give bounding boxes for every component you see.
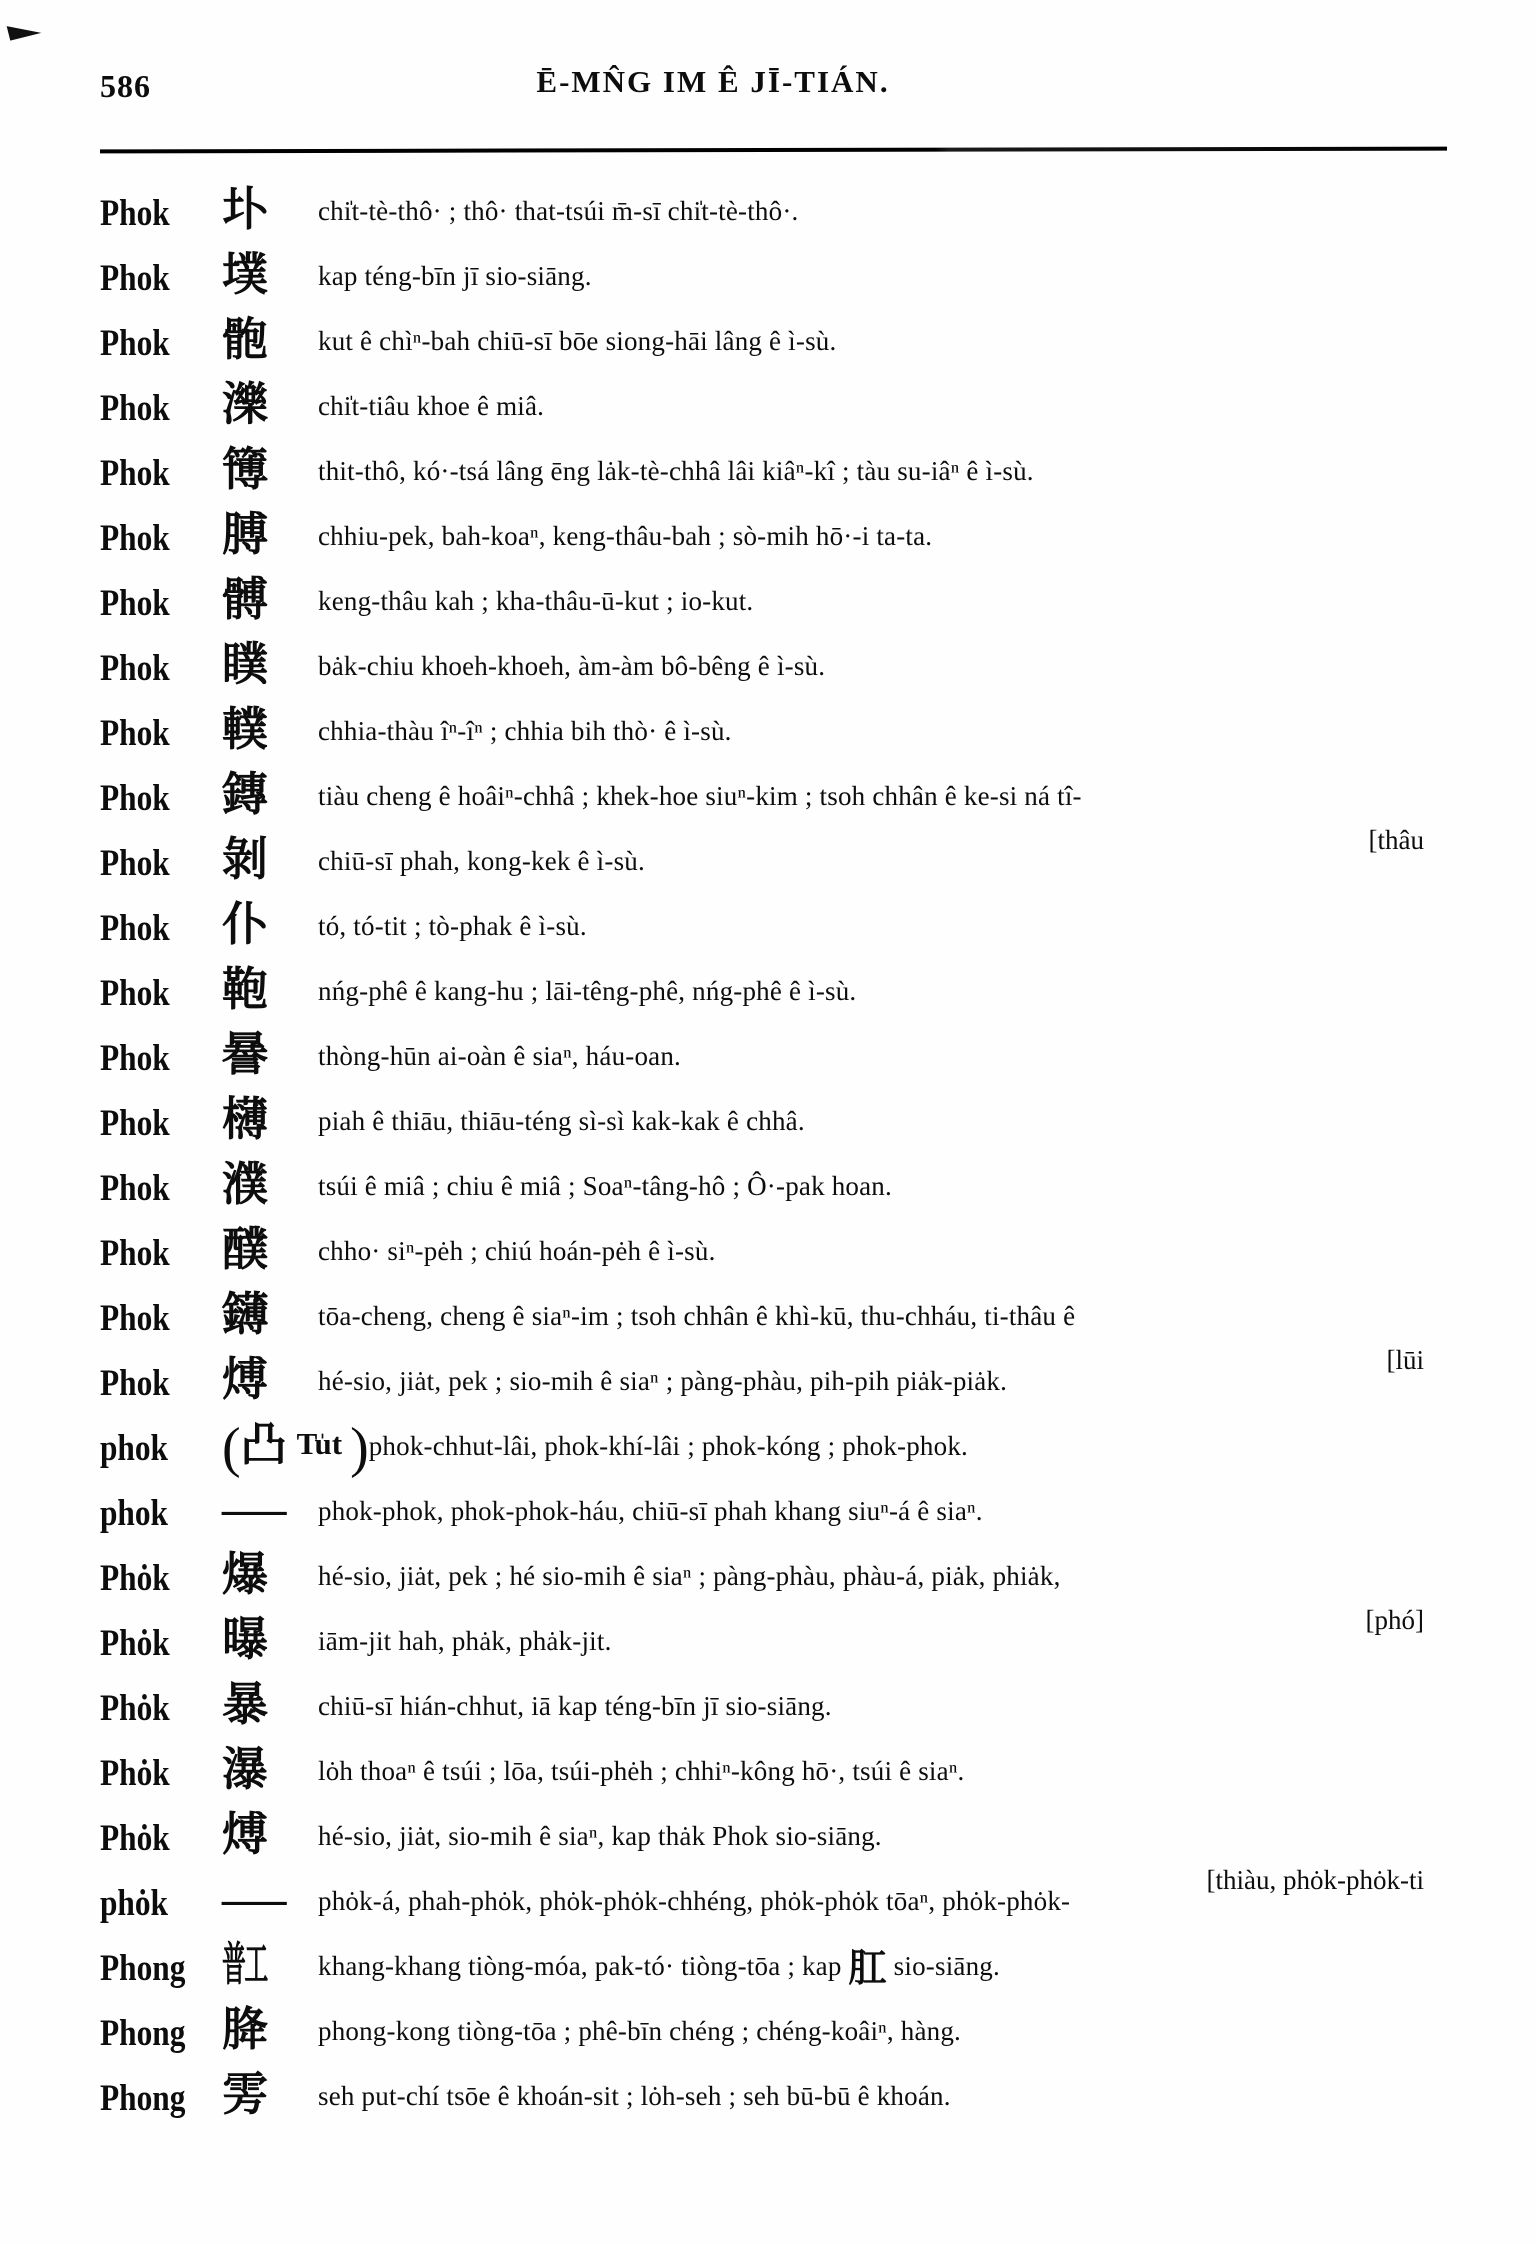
same-character-dash: — bbox=[222, 1483, 281, 1534]
continuation-line: [thâu bbox=[1368, 825, 1424, 855]
definition-text: nńg-phê ê kang-hu ; lāi-têng-phê, nńg-phê ê ì-sù. bbox=[318, 976, 857, 1006]
entry-headword: phȯk bbox=[100, 1883, 168, 1924]
entry-character bbox=[222, 769, 318, 820]
entry-character bbox=[222, 1549, 318, 1600]
entry-character bbox=[222, 1029, 318, 1080]
entry-definition bbox=[318, 318, 1486, 358]
dictionary-entry bbox=[100, 637, 1486, 708]
entry-character bbox=[222, 1809, 318, 1860]
entry-character bbox=[222, 1417, 369, 1479]
entry-definition bbox=[318, 1683, 1486, 1723]
entry-headword: Phok bbox=[100, 193, 170, 234]
same-character-dash: — bbox=[222, 1873, 281, 1924]
definition-text: hé-sio, jiȧt, sio-mih ê siaⁿ, kap thȧk Phok sio-siāng. bbox=[318, 1821, 882, 1851]
entry-character bbox=[222, 249, 318, 300]
entry-definition bbox=[318, 708, 1486, 748]
dictionary-entry bbox=[100, 702, 1486, 773]
character-glyph: 剝 bbox=[222, 832, 268, 886]
character-glyph: 凸 bbox=[240, 1417, 287, 1471]
entry-character bbox=[222, 314, 318, 365]
character-glyph: 煿 bbox=[222, 1352, 268, 1406]
definition-text: bȧk-chiu khoeh-khoeh, àm-àm bô-bêng ê ì-sù. bbox=[318, 651, 826, 681]
entry-character bbox=[222, 964, 318, 1015]
definition-text: hé-sio, jiȧt, pek ; sio-mih ê siaⁿ ; pàng-phàu, pih-pih piȧk-piȧk. bbox=[318, 1366, 1008, 1396]
definition-text: thit-thô, kó·-tsá lâng ēng lȧk-tè-chhâ lâi kiâⁿ-kî ; tàu su-iâⁿ ê ì-sù. bbox=[318, 456, 1034, 486]
entry-definition bbox=[318, 1098, 1486, 1138]
entry-character bbox=[222, 2069, 318, 2120]
definition-text: hé-sio, jiȧt, pek ; hé sio-mih ê siaⁿ ; pàng-phàu, phàu-á, piȧk, phiȧk, bbox=[318, 1561, 1061, 1591]
character-glyph: 醭 bbox=[222, 1222, 268, 1276]
dictionary-entry bbox=[100, 442, 1486, 513]
definition-text: iām-jit hah, phȧk, phȧk-jit. bbox=[318, 1626, 612, 1656]
definition-text: chi̍t-tè-thô· ; thô· that-tsúi m̄-sī chi̍t-tè-thô·. bbox=[318, 196, 799, 226]
character-glyph: 髆 bbox=[222, 572, 268, 626]
entry-definition bbox=[318, 2073, 1486, 2113]
entry-character bbox=[222, 574, 318, 625]
entry-headword: Phȯk bbox=[100, 1558, 170, 1599]
entry-headword: Phok bbox=[100, 1103, 170, 1144]
entry-definition bbox=[318, 1748, 1486, 1788]
entry-character bbox=[222, 1744, 318, 1795]
character-glyph: 骲 bbox=[222, 312, 268, 366]
entry-headword: Phong bbox=[100, 2078, 186, 2119]
definition-text: piah ê thiāu, thiāu-téng sì-sì kak-kak ê chhâ. bbox=[318, 1106, 805, 1136]
page-header bbox=[0, 0, 1536, 150]
dictionary-entry bbox=[100, 377, 1486, 448]
inline-character: 肛 bbox=[848, 1946, 887, 1990]
close-paren: ) bbox=[350, 1417, 369, 1479]
character-glyph: 瞨 bbox=[222, 637, 268, 691]
character-glyph: 雱 bbox=[222, 2067, 268, 2121]
entry-headword: Phȯk bbox=[100, 1688, 170, 1729]
definition-text: phong-kong tiòng-tōa ; phê-bīn chéng ; chéng-koâiⁿ, hàng. bbox=[318, 2016, 961, 2046]
entry-definition bbox=[369, 1423, 1486, 1463]
definition-text: phok-phok, phok-phok-háu, chiū-sī phah khang siuⁿ-á ê siaⁿ. bbox=[318, 1496, 983, 1526]
character-glyph: 普工 bbox=[222, 1937, 267, 1991]
character-glyph: 仆 bbox=[222, 897, 268, 951]
character-glyph: 墣 bbox=[222, 247, 268, 301]
romanized-note: Tu̍t bbox=[296, 1426, 343, 1461]
entry-definition bbox=[318, 968, 1486, 1008]
entry-definition bbox=[318, 1488, 1486, 1528]
definition-text: chhia-thàu îⁿ-îⁿ ; chhia bih thò· ê ì-sù. bbox=[318, 716, 732, 746]
dictionary-entry bbox=[100, 897, 1486, 968]
entry-headword: Phok bbox=[100, 908, 170, 949]
character-glyph: 膊 bbox=[222, 507, 268, 561]
definition-text: tiàu cheng ê hoâiⁿ-chhâ ; khek-hoe siuⁿ-kim ; tsoh chhân ê ke-si ná tî- bbox=[318, 781, 1082, 811]
definition-text: kut ê chìⁿ-bah chiū-sī bōe siong-hāi lâng ê ì-sù. bbox=[318, 326, 837, 356]
character-glyph: 濼 bbox=[222, 377, 268, 431]
character-glyph: 爆 bbox=[222, 1547, 268, 1601]
character-glyph: 簙 bbox=[222, 442, 268, 496]
entry-headword: Phong bbox=[100, 2013, 186, 2054]
definition-text: chiū-sī phah, kong-kek ê ì-sù. bbox=[318, 846, 645, 876]
entry-headword: Phok bbox=[100, 713, 170, 754]
entry-headword: Phok bbox=[100, 388, 170, 429]
character-glyph: 欂 bbox=[222, 1092, 268, 1146]
definition-text: chiū-sī hián-chhut, iā kap téng-bīn jī sio-siāng. bbox=[318, 1691, 832, 1721]
entry-headword: Phok bbox=[100, 1168, 170, 1209]
definition-text: seh put-chí tsōe ê khoán-sit ; lȯh-seh ; seh bū-bū ê khoán. bbox=[318, 2081, 951, 2111]
entry-character bbox=[222, 2004, 318, 2055]
dictionary-entry bbox=[100, 247, 1486, 318]
dictionary-entry bbox=[100, 1092, 1486, 1163]
entry-definition bbox=[318, 1293, 1486, 1333]
entry-headword: Phok bbox=[100, 1233, 170, 1274]
entry-headword: Phȯk bbox=[100, 1753, 170, 1794]
entry-character bbox=[222, 379, 318, 430]
continuation-line: [phó] bbox=[1365, 1605, 1424, 1635]
entry-headword: phok bbox=[100, 1428, 168, 1469]
character-glyph: 圤 bbox=[222, 182, 268, 236]
entry-headword: phok bbox=[100, 1493, 168, 1534]
entry-definition bbox=[318, 1033, 1486, 1073]
entry-headword: Phok bbox=[100, 843, 170, 884]
continuation-line: [thiàu, phȯk-phȯk-ti bbox=[1206, 1865, 1424, 1895]
dictionary-entry bbox=[100, 1417, 1486, 1488]
entry-headword: Phok bbox=[100, 1298, 170, 1339]
entry-definition bbox=[318, 773, 1486, 813]
character-glyph: 謈 bbox=[222, 1027, 268, 1081]
entry-character bbox=[222, 444, 318, 495]
dictionary-entry bbox=[100, 1483, 1486, 1553]
entry-headword: Phok bbox=[100, 1363, 170, 1404]
entry-definition bbox=[318, 1943, 1486, 1990]
entry-definition bbox=[318, 578, 1486, 618]
definition-text: sio-siāng. bbox=[886, 1951, 1000, 1981]
character-glyph: 鞄 bbox=[222, 962, 268, 1016]
definition-text: tōa-cheng, cheng ê siaⁿ-im ; tsoh chhân ê khì-kū, thu-chháu, ti-thâu ê bbox=[318, 1301, 1076, 1331]
dictionary-entry bbox=[100, 312, 1486, 383]
entry-character bbox=[222, 639, 318, 690]
entry-character bbox=[222, 1094, 318, 1145]
entry-definition bbox=[318, 1553, 1486, 1593]
entry-headword: Phok bbox=[100, 778, 170, 819]
character-glyph: 胮 bbox=[222, 2002, 268, 2056]
entry-headword: Phok bbox=[100, 453, 170, 494]
definition-text: phok-chhut-lâi, phok-khí-lâi ; phok-kóng ; phok-phok. bbox=[368, 1431, 968, 1461]
entry-character bbox=[222, 704, 318, 755]
definition-text: lȯh thoaⁿ ê tsúi ; lōa, tsúi-phėh ; chhiⁿ-kông hō·, tsúi ê siaⁿ. bbox=[318, 1756, 965, 1786]
entry-headword: Phok bbox=[100, 973, 170, 1014]
entry-definition bbox=[318, 1228, 1486, 1268]
entry-headword: Phok bbox=[100, 518, 170, 559]
entry-headword: Phok bbox=[100, 258, 170, 299]
page-number: 586 bbox=[100, 68, 151, 104]
character-glyph: 濮 bbox=[222, 1157, 268, 1211]
definition-text: tsúi ê miâ ; chiu ê miâ ; Soaⁿ-tâng-hô ; Ô·-pak hoan. bbox=[318, 1171, 892, 1201]
entry-character bbox=[222, 1289, 318, 1340]
dictionary-entry bbox=[100, 1677, 1486, 1748]
entry-character bbox=[222, 1224, 318, 1275]
dictionary-entry bbox=[100, 1027, 1486, 1098]
entry-headword: Phong bbox=[100, 1948, 186, 1989]
continuation-line: [lūi bbox=[1386, 1345, 1424, 1375]
character-glyph: 瀑 bbox=[222, 1742, 268, 1796]
entry-definition bbox=[318, 1163, 1486, 1203]
character-glyph: 鑮 bbox=[222, 1287, 268, 1341]
dictionary-entry bbox=[100, 2067, 1486, 2138]
dictionary-entry bbox=[100, 962, 1486, 1033]
entry-definition bbox=[318, 2008, 1486, 2048]
entry-headword: Phok bbox=[100, 323, 170, 364]
entry-definition bbox=[318, 448, 1486, 488]
definition-text: khang-khang tiòng-móa, pak-tó· tiòng-tōa ; kap bbox=[318, 1951, 849, 1981]
entry-headword: Phok bbox=[100, 648, 170, 689]
character-glyph: 轐 bbox=[222, 702, 268, 756]
dictionary-entry bbox=[100, 507, 1486, 578]
entry-headword: Phȯk bbox=[100, 1623, 170, 1664]
entry-definition bbox=[318, 253, 1486, 293]
dictionary-entry bbox=[100, 1742, 1486, 1813]
entry-definition bbox=[318, 643, 1486, 683]
dictionary-entry bbox=[100, 1222, 1486, 1293]
character-glyph: 暴 bbox=[222, 1677, 268, 1731]
character-glyph: 曝 bbox=[222, 1612, 268, 1666]
definition-text: kap téng-bīn jī sio-siāng. bbox=[318, 261, 592, 291]
dictionary-entry bbox=[100, 2002, 1486, 2073]
entry-definition bbox=[318, 188, 1486, 228]
dictionary-entry bbox=[100, 1937, 1486, 2008]
definition-text: thòng-hūn ai-oàn ê siaⁿ, háu-oan. bbox=[318, 1041, 681, 1071]
entry-definition bbox=[318, 383, 1486, 423]
character-glyph: 鏄 bbox=[222, 767, 268, 821]
entry-character bbox=[222, 1939, 318, 1990]
entry-character bbox=[222, 184, 318, 235]
entry-headword: Phok bbox=[100, 1038, 170, 1079]
entry-headword: Phȯk bbox=[100, 1818, 170, 1859]
entry-character bbox=[222, 1679, 318, 1730]
entries-list bbox=[100, 182, 1486, 2138]
definition-text: tó, tó-tit ; tò-phak ê ì-sù. bbox=[318, 911, 587, 941]
entry-definition bbox=[318, 513, 1486, 553]
dictionary-entry bbox=[100, 182, 1486, 253]
definition-text: chhiu-pek, bah-koaⁿ, keng-thâu-bah ; sò-mih hō·-i ta-ta. bbox=[318, 521, 933, 551]
character-glyph: 煿 bbox=[222, 1807, 268, 1861]
entry-definition bbox=[318, 903, 1486, 943]
definition-text: phȯk-á, phah-phȯk, phȯk-phȯk-chhéng, phȯk-phȯk tōaⁿ, phȯk-phȯk- bbox=[318, 1886, 1071, 1916]
definition-text: chi̍t-tiâu khoe ê miâ. bbox=[318, 391, 545, 421]
page-title: Ē-MN̂G IM Ê JĪ-TIÁN. bbox=[536, 64, 890, 99]
definition-text: chho· siⁿ-pėh ; chiú hoán-pėh ê ì-sù. bbox=[318, 1236, 716, 1266]
dictionary-entry bbox=[100, 1157, 1486, 1228]
entry-definition bbox=[318, 1813, 1486, 1853]
entry-headword: Phok bbox=[100, 583, 170, 624]
entry-character bbox=[222, 509, 318, 560]
dictionary-entry bbox=[100, 572, 1486, 643]
entry-character bbox=[222, 899, 318, 950]
open-paren: ( bbox=[222, 1417, 241, 1479]
entry-character bbox=[222, 1159, 318, 1210]
definition-text: keng-thâu kah ; kha-thâu-ū-kut ; io-kut. bbox=[318, 586, 754, 616]
entry-character bbox=[222, 1484, 318, 1534]
header-rule bbox=[100, 147, 1447, 154]
